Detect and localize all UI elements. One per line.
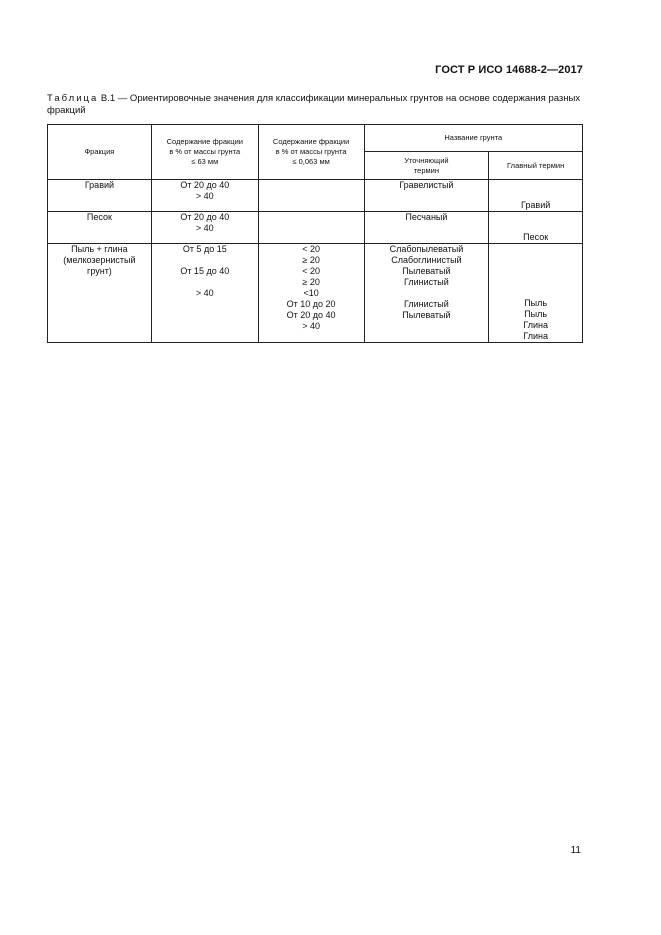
cell-content-0063mm	[258, 212, 364, 244]
cell-line: Глина	[523, 331, 548, 341]
header-fraction: Фракция	[48, 125, 152, 180]
table-row	[48, 180, 583, 212]
cell-line: Пыль + глина	[71, 244, 128, 254]
cell-line: От 20 до 40	[180, 180, 230, 190]
cell-line: > 40	[195, 288, 214, 298]
cell-line: От 20 до 40	[180, 212, 230, 222]
cell-fraction	[48, 180, 152, 212]
cell-fraction	[48, 212, 152, 244]
caption-label: Таблица	[47, 93, 99, 104]
cell-line: Песчаный	[405, 212, 448, 222]
caption-number: В.1	[100, 93, 116, 104]
cell-line: Глинистый	[404, 277, 449, 287]
cell-line: Глинистый	[404, 299, 449, 309]
cell-line: Пыль	[524, 298, 548, 308]
cell-line: От 15 до 40	[180, 266, 230, 276]
cell-main-term	[489, 212, 583, 244]
cell-content-63mm	[151, 212, 258, 244]
cell-content-0063mm	[258, 244, 364, 343]
cell-line: ≥ 20	[302, 277, 320, 287]
cell-line: Пылеватый	[402, 310, 451, 320]
cell-line: Слабопылеватый	[389, 244, 464, 254]
document-code: ГОСТ Р ИСО 14688-2—2017	[435, 64, 583, 76]
soil-classification-table	[47, 124, 583, 343]
cell-line: грунт)	[87, 266, 112, 276]
cell-line: > 40	[195, 191, 214, 201]
cell-line: Песок	[86, 212, 112, 222]
cell-line: Глина	[523, 320, 548, 330]
cell-main-term	[489, 244, 583, 343]
header-qualifier-term: Уточняющий термин	[364, 152, 489, 180]
cell-line: От 10 до 20	[286, 299, 336, 309]
cell-main-term	[489, 180, 583, 212]
table-caption	[47, 93, 587, 117]
cell-line: Гравелистый	[399, 180, 454, 190]
cell-line: Пыль	[524, 309, 548, 319]
header-soil-name: Название грунта	[364, 125, 582, 152]
cell-line: От 5 до 15	[182, 244, 227, 254]
cell-line: (мелкозернистый	[63, 255, 136, 265]
table-row	[48, 244, 583, 343]
cell-line: Гравий	[84, 180, 115, 190]
header-content-0063mm: Содержание фракции в % от массы грунта ≤ 0,063 мм	[258, 125, 364, 180]
header-main-term: Главный термин	[489, 152, 583, 180]
cell-line: ≥ 20	[302, 255, 320, 265]
cell-qualifier-term	[364, 212, 489, 244]
cell-line: Песок	[523, 232, 549, 242]
cell-line	[152, 277, 258, 288]
cell-content-63mm	[151, 180, 258, 212]
cell-line: < 20	[302, 266, 320, 276]
cell-content-63mm	[151, 244, 258, 343]
cell-line: Слабоглинистый	[391, 255, 462, 265]
table-row	[48, 212, 583, 244]
cell-qualifier-term	[364, 244, 489, 343]
header-content-63mm: Содержание фракции в % от массы грунта ≤ 63 мм	[151, 125, 258, 180]
cell-line: > 40	[195, 223, 214, 233]
cell-line	[365, 288, 489, 299]
cell-fraction	[48, 244, 152, 343]
cell-line	[152, 255, 258, 266]
cell-line: Гравий	[521, 200, 551, 210]
caption-text: — Ориентировочные значения для классификации минеральных грунтов на основе содержания разных фракций	[47, 93, 581, 116]
cell-qualifier-term	[364, 180, 489, 212]
cell-line: <10	[303, 288, 319, 298]
cell-line: > 40	[302, 321, 320, 331]
cell-content-0063mm	[258, 180, 364, 212]
cell-line: От 20 до 40	[286, 310, 336, 320]
page-number: 11	[570, 845, 581, 856]
cell-line: Пылеватый	[402, 266, 451, 276]
cell-line: < 20	[302, 244, 320, 254]
